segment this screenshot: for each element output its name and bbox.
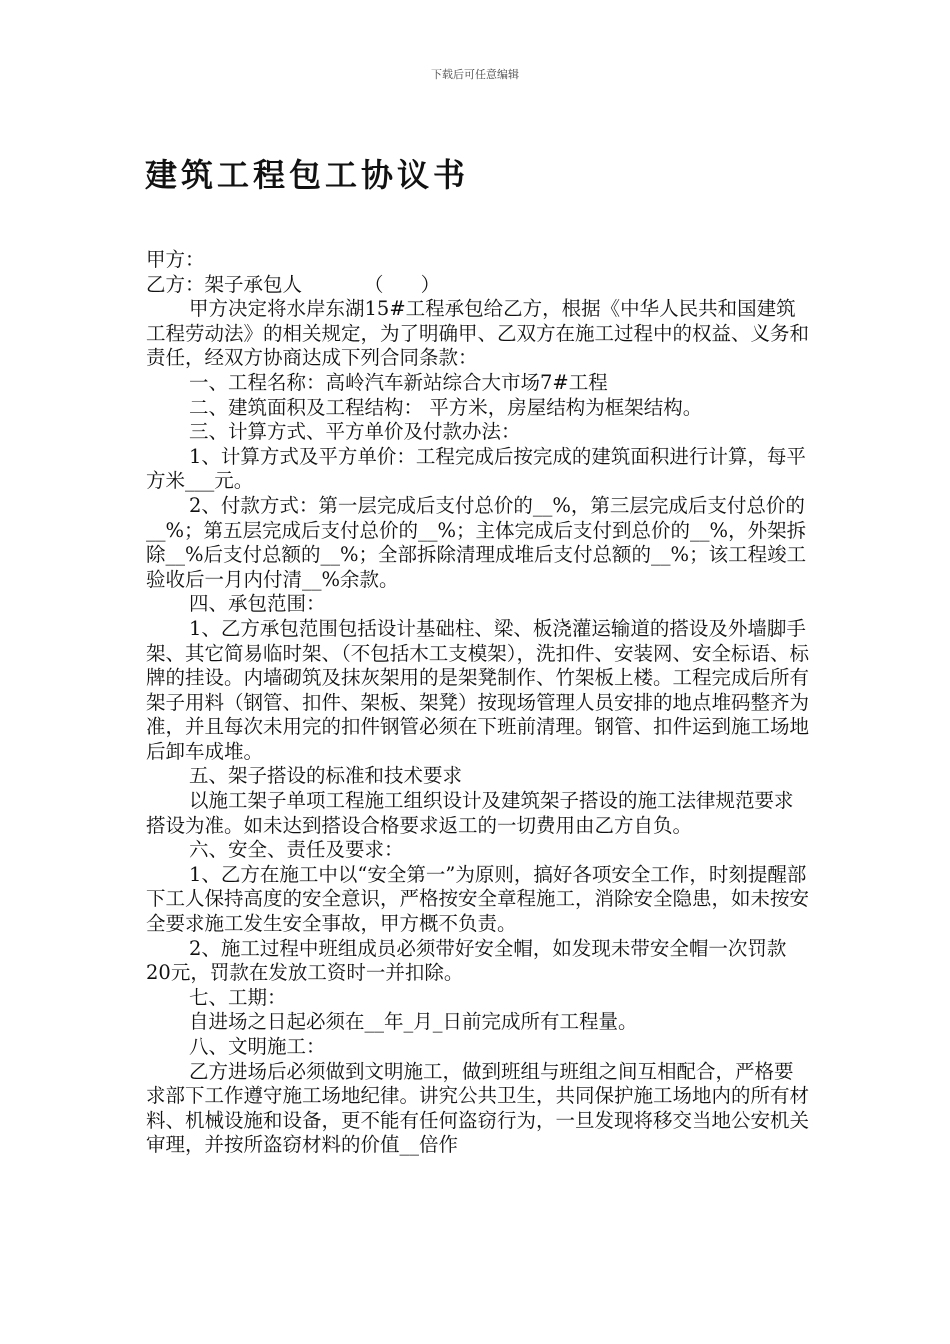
- party-a-line: 甲方：: [146, 248, 205, 271]
- section-heading: 六、安全、责任及要求：: [189, 838, 404, 862]
- section-heading: 三、计算方式、平方单价及付款办法：: [189, 420, 521, 444]
- paragraph: 2、付款方式：第一层完成后支付总价的__%，第三层完成后支付总价的__%；第五层完成后支付总价的__%；主体完成后支付到总价的__%，外架拆除__%后支付总额的__%；全部拆除清理成堆后支付总额的__%；该工程竣工验收后一月内付清__%余款。: [146, 493, 807, 591]
- section-heading: 七、工期：: [189, 985, 287, 1009]
- header-note: 下载后可任意编辑: [431, 68, 519, 81]
- party-b-line: 乙方：架子承包人 （ ）: [146, 272, 441, 296]
- paragraph: 1、乙方承包范围包括设计基础柱、梁、板浇灌运输道的搭设及外墙脚手架、其它简易临时架、（不包括木工支模架），洗扣件、安装网、安全标语、标牌的挂设。内墙砌筑及抹灰架用的是架凳制作、竹架板上楼。工程完成后所有架子用料（钢管、扣件、架板、架凳）按现场管理人员安排的地点堆码整齐为准，并且每次未用完的扣件钢管必须在下班前清理。钢管、扣件运到施工场地后卸车成堆。: [146, 616, 810, 763]
- paragraph: 以施工架子单项工程施工组织设计及建筑架子搭设的施工法律规范要求搭设为准。如未达到搭设合格要求返工的一切费用由乙方自负。: [146, 789, 794, 837]
- section-heading: 五、架子搭设的标准和技术要求: [189, 764, 463, 788]
- paragraph: 乙方进场后必须做到文明施工，做到班组与班组之间互相配合，严格要求部下工作遵守施工场地纪律。讲究公共卫生，共同保护施工场地内的所有材料、机械设施和设备，更不能有任何盗窃行为，一旦发现将移交当地公安机关审理，并按所盗窃材料的价值__倍作: [146, 1059, 810, 1157]
- paragraph: 1、计算方式及平方单价：工程完成后按完成的建筑面积进行计算，每平方米___元。: [146, 444, 806, 493]
- paragraph: 2、施工过程中班组成员必须带好安全帽，如发现未带安全帽一次罚款20元，罚款在发放工资时一并扣除。: [146, 936, 787, 985]
- paragraph: 1、乙方在施工中以“安全第一”为原则，搞好各项安全工作，时刻提醒部下工人保持高度的安全意识，严格按安全章程施工，消除安全隐患，如未按安全要求施工发生安全事故，甲方概不负责。: [146, 862, 810, 936]
- document-body: [146, 248, 810, 1158]
- paragraph: 自进场之日起必须在__年_月_日前完成所有工程量。: [189, 1010, 638, 1034]
- section-heading: 四、承包范围：: [189, 592, 326, 616]
- document-title: 建筑工程包工协议书: [145, 156, 470, 194]
- section-heading: 八、文明施工：: [189, 1035, 326, 1058]
- paragraph-preamble: 甲方决定将水岸东湖15#工程承包给乙方，根据《中华人民共和国建筑工程劳动法》的相关规定，为了明确甲、乙双方在施工过程中的权益、义务和责任，经双方协商达成下列合同条款：: [146, 297, 810, 370]
- section-heading: 二、建筑面积及工程结构： 平方米，房屋结构为框架结构。: [189, 395, 703, 419]
- section-heading: 一、工程名称：高岭汽车新站综合大市场7#工程: [189, 370, 608, 394]
